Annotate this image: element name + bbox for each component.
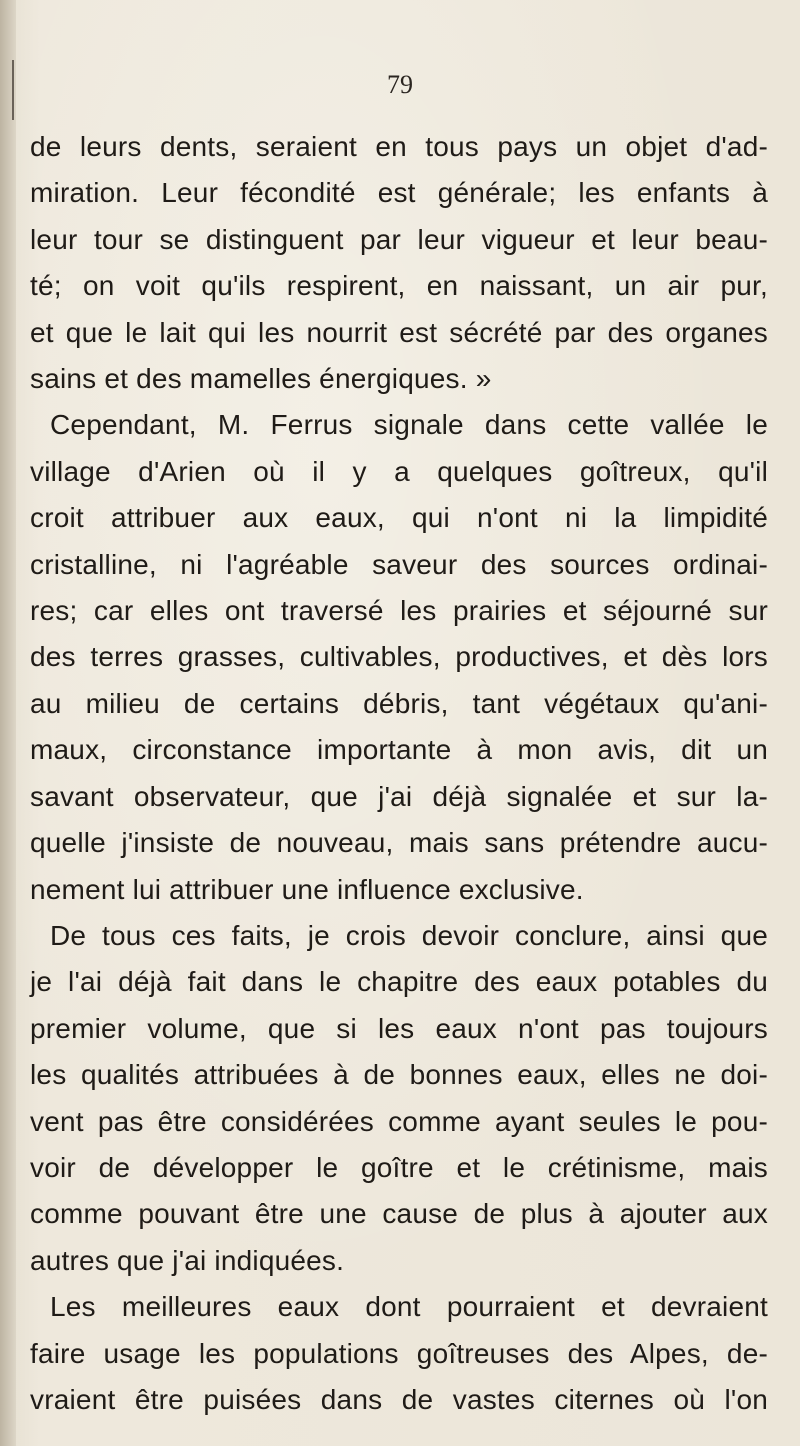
text-line: sains et des mamelles énergiques. »: [30, 363, 492, 395]
text-line: voir de développer le goître et le crétinisme, mais: [30, 1151, 768, 1183]
text-line: Les meilleures eaux dont pourraient et devraient: [50, 1291, 768, 1323]
text-line: Cependant, M. Ferrus signale dans cette vallée le: [50, 409, 768, 441]
text-line: maux, circonstance importante à mon avis, dit un: [30, 734, 768, 766]
text-line: leur tour se distinguent par leur vigueur et leur beau-: [30, 223, 768, 255]
text-line: té; on voit qu'ils respirent, en naissant, un air pur,: [30, 270, 768, 302]
text-line: quelle j'insiste de nouveau, mais sans prétendre aucu-: [30, 827, 768, 859]
text-line: nement lui attribuer une influence exclusive.: [30, 873, 584, 905]
text-line: croit attribuer aux eaux, qui n'ont ni la limpidité: [30, 502, 768, 534]
text-line: vraient être puisées dans de vastes citernes où l'on: [30, 1383, 768, 1415]
text-line: comme pouvant être une cause de plus à ajouter aux: [30, 1198, 768, 1230]
text-line: village d'Arien où il y a quelques goîtreux, qu'il: [30, 455, 768, 487]
body-text: [30, 124, 768, 1423]
text-line: De tous ces faits, je crois devoir conclure, ainsi que: [50, 919, 768, 951]
page-number: 79: [387, 70, 413, 99]
text-line: premier volume, que si les eaux n'ont pas toujours: [30, 1012, 768, 1044]
text-line: je l'ai déjà fait dans le chapitre des eaux potables du: [30, 966, 768, 998]
text-line: et que le lait qui les nourrit est sécrété par des organes: [30, 316, 768, 348]
text-line: des terres grasses, cultivables, productives, et dès lors: [30, 641, 768, 673]
text-line: miration. Leur fécondité est générale; les enfants à: [30, 177, 768, 209]
text-line: de leurs dents, seraient en tous pays un objet d'ad-: [30, 131, 768, 162]
text-line: res; car elles ont traversé les prairies et séjourné sur: [30, 595, 768, 627]
text-line: autres que j'ai indiquées.: [30, 1244, 345, 1276]
margin-mark: [12, 60, 14, 120]
text-line: cristalline, ni l'agréable saveur des sources ordinai-: [30, 548, 768, 580]
text-line: vent pas être considérées comme ayant seules le pou-: [30, 1105, 768, 1137]
text-line: au milieu de certains débris, tant végétaux qu'ani-: [30, 687, 768, 719]
text-line: faire usage les populations goîtreuses des Alpes, de-: [30, 1337, 768, 1369]
page-gutter-shadow: [0, 0, 16, 1446]
text-line: savant observateur, que j'ai déjà signalée et sur la-: [30, 780, 768, 812]
text-line: les qualités attribuées à de bonnes eaux, elles ne doi-: [30, 1059, 768, 1091]
